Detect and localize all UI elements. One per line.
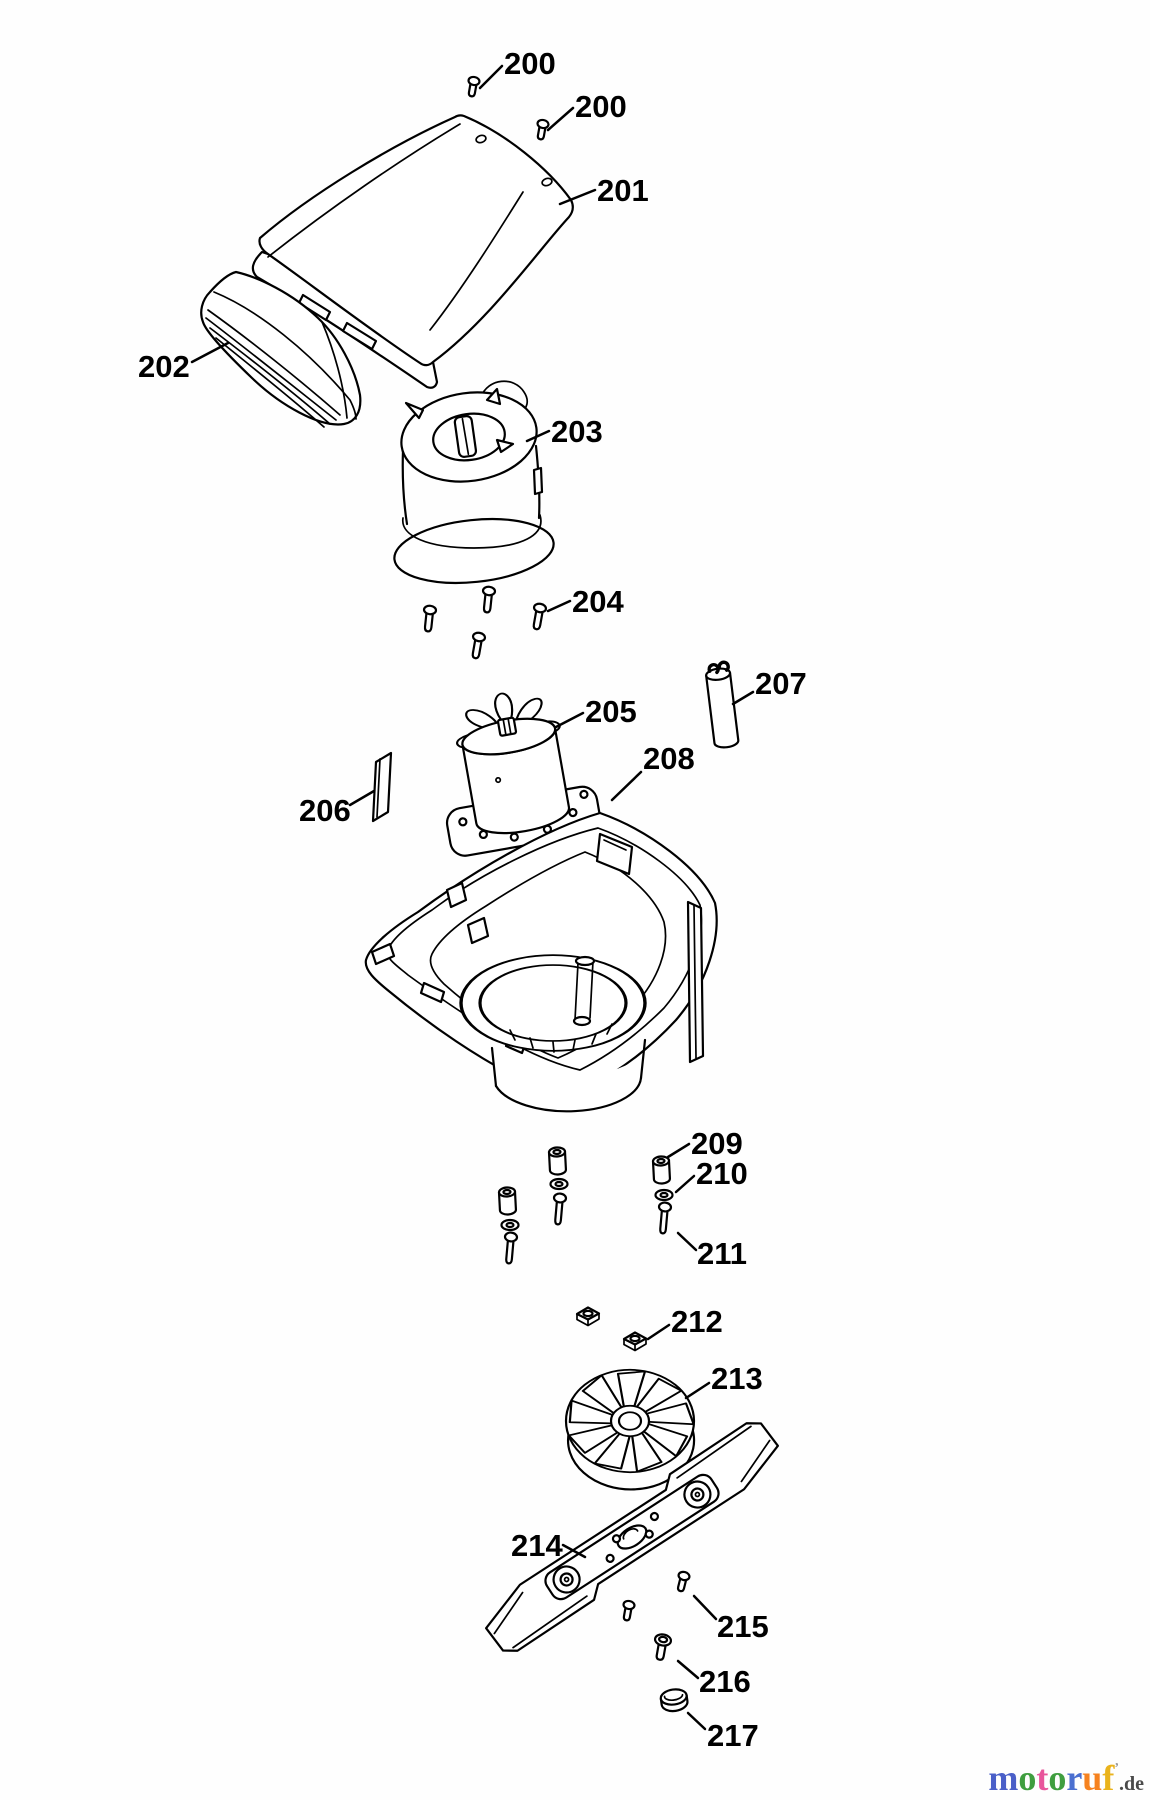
part-217-cap [660,1688,689,1713]
part-204-screws [422,586,547,659]
label-211: 211 [697,1236,748,1271]
label-201: 201 [597,173,649,208]
label-204: 204 [572,584,624,619]
logo-mark: ’ [1114,1761,1119,1776]
label-217: 217 [707,1718,759,1753]
label-205: 205 [585,694,637,729]
part-216-screw [652,1633,672,1661]
part-210-washers [502,1179,673,1230]
label-206: 206 [299,793,351,828]
label-210: 210 [696,1156,748,1191]
label-215: 215 [717,1609,769,1644]
label-209: 209 [691,1126,743,1161]
logo-letter: t [1036,1758,1049,1798]
logo-letter: u [1082,1758,1103,1798]
label-208: 208 [643,741,695,776]
part-206-key [373,753,391,821]
logo-letter: o [1018,1758,1037,1798]
motoruf-logo[interactable] [988,1760,1144,1796]
part-203-fan-housing [391,381,557,590]
part-207-capacitor [705,662,739,749]
label-213: 213 [711,1361,763,1396]
label-203: 203 [551,414,603,449]
part-215-screws [621,1571,690,1621]
logo-letter: m [988,1758,1019,1798]
logo-tld: .de [1119,1773,1144,1795]
part-209-spacers [499,1147,670,1215]
label-214: 214 [511,1528,563,1563]
label-212: 212 [671,1304,723,1339]
part-212-square-nuts [577,1308,646,1351]
logo-letter: r [1066,1758,1083,1798]
label-202: 202 [138,349,190,384]
label-207: 207 [755,666,807,701]
label-200-a: 200 [504,46,556,81]
part-208-deck-housing [366,813,717,1111]
logo-letter: o [1048,1758,1067,1798]
label-200-b: 200 [575,89,627,124]
logo-letter: f [1102,1758,1115,1798]
label-216: 216 [699,1664,751,1699]
part-211-bolts [503,1193,672,1264]
